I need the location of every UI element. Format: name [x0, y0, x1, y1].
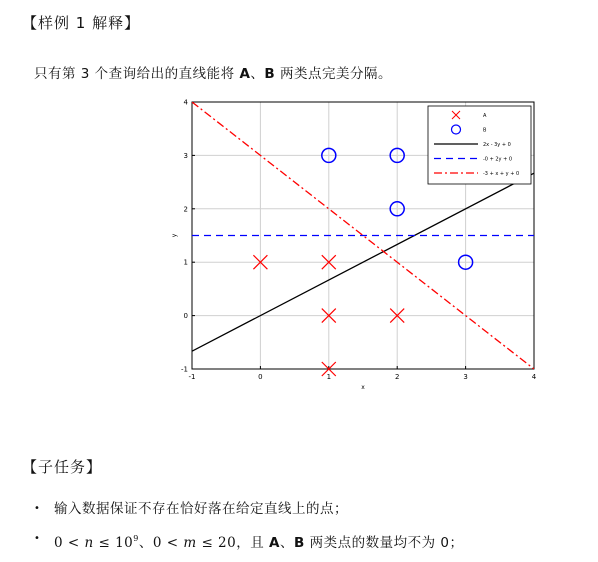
constraint-n: $0 < n \le 10^9$、0 < m ≤ 20， [54, 534, 251, 551]
explanation-text [34, 62, 392, 82]
subtask-heading: 【子任务】 [22, 458, 103, 476]
x-tick-label: 0 [258, 373, 263, 381]
y-axis-label: y [171, 233, 178, 238]
explanation-pre: 只有第 3 个查询给出的直线能将 [34, 66, 240, 82]
y-tick-label: 3 [183, 151, 188, 160]
scatter-chart [170, 92, 550, 397]
subtask-item [34, 494, 463, 524]
subtask-item-text: 输入数据保证不存在恰好落在给定直线上的点； [54, 501, 348, 517]
subtask-list [34, 494, 463, 558]
y-tick-label: 2 [183, 205, 188, 214]
label-a: A [239, 66, 251, 82]
legend-label: 2x - 3y + 0 [483, 142, 511, 148]
chart-svg [170, 92, 550, 397]
subtask-item: • $0 < n \le 10^9$、0 < m ≤ 20，且 A、B 两类点的数量均不为 0； [34, 524, 463, 558]
y-tick-label: -1 [181, 365, 188, 374]
explanation-post: 两类点完美分隔。 [275, 66, 393, 82]
x-axis-label: x [361, 384, 365, 391]
separator: 、 [250, 66, 265, 82]
x-tick-label: 2 [394, 373, 400, 381]
label-b: B [264, 66, 276, 82]
label-a: A [269, 535, 280, 551]
legend-label: A [483, 113, 487, 119]
y-tick-label: 1 [183, 258, 188, 267]
legend-label: B [483, 127, 487, 134]
var-n: n [84, 535, 94, 551]
y-tick-label: 4 [183, 98, 188, 107]
x-tick-label: -1 [188, 373, 196, 381]
legend-label: -0 + 2y + 0 [483, 156, 513, 163]
x-tick-label: 3 [463, 373, 468, 381]
x-tick-label: 4 [531, 373, 537, 381]
label-b: B [293, 535, 305, 551]
var-m: m [183, 535, 197, 551]
legend-label: -3 + x + y + 0 [483, 171, 520, 177]
x-tick-label: 1 [326, 373, 332, 381]
exponent: 9 [133, 534, 139, 543]
sample-heading: 【样例 1 解释】 [22, 14, 141, 32]
y-tick-label: 0 [183, 312, 188, 321]
